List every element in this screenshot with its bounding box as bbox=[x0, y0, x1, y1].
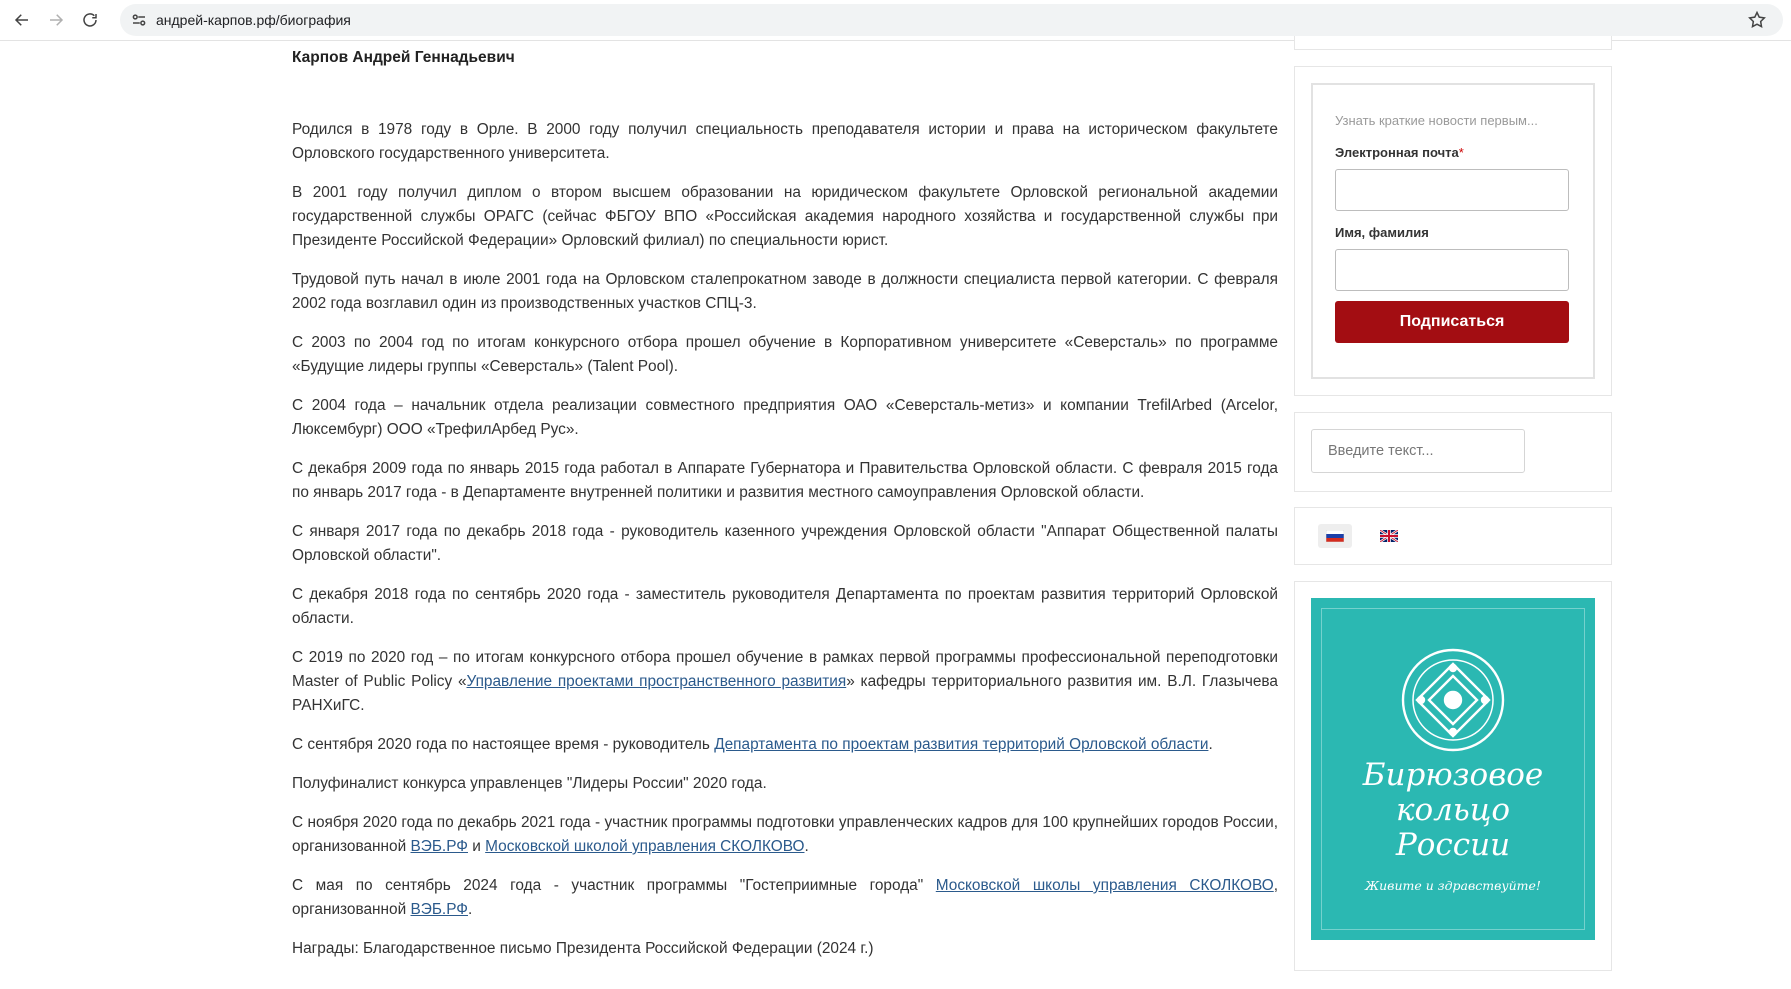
biography-text bbox=[292, 118, 1278, 961]
uk-flag-icon bbox=[1380, 530, 1398, 542]
banner-title-line1: Бирюзовое bbox=[1362, 757, 1544, 793]
bio-link[interactable]: ВЭБ.РФ bbox=[410, 901, 468, 918]
search-input[interactable]: Введите текст... bbox=[1311, 429, 1525, 473]
bio-paragraph: С января 2017 года по декабрь 2018 года - руководитель казенного учреждения Орловской области "Аппарат Общественной палаты Орловской области". bbox=[292, 523, 1278, 564]
bio-paragraph: С декабря 2009 года по январь 2015 года работал в Аппарате Губернатора и Правительства Орловской области. С февраля 2015 года по январь 2017 года - в Департаменте внутренней политики и развития местного самоуправления Орловской области. bbox=[292, 460, 1278, 501]
bio-paragraph: С сентября 2020 года по настоящее время - руководитель Департамента по проектам развития территорий Орловской области. bbox=[292, 736, 1213, 753]
bio-paragraph: С 2004 года – начальник отдела реализации совместного предприятия ОАО «Северсталь-метиз» и компании TrefilArbed (Arcelor, Люксембург) ООО «ТрефилАрбед Рус». bbox=[292, 397, 1278, 438]
banner-tagline: Живите и здравствуйте! bbox=[1365, 878, 1541, 893]
sidebar-widget-top bbox=[1294, 36, 1612, 50]
email-field[interactable] bbox=[1335, 169, 1569, 211]
url-text[interactable]: андрей-карпов.рф/биография bbox=[156, 12, 351, 28]
bookmark-star-icon[interactable] bbox=[1747, 10, 1767, 30]
name-label: Имя, фамилия bbox=[1335, 225, 1429, 240]
bio-paragraph: Родился в 1978 году в Орле. В 2000 году получил специальность преподавателя истории и права на историческом факультете Орловского государственного университета. bbox=[292, 121, 1278, 162]
ornament-emblem-icon bbox=[1399, 646, 1507, 754]
language-ru-button[interactable] bbox=[1318, 524, 1352, 548]
bio-paragraph: Полуфиналист конкурса управленцев "Лидеры России" 2020 года. bbox=[292, 775, 767, 792]
email-label: Электронная почта* bbox=[1335, 145, 1464, 160]
bio-link[interactable]: Управление проектами пространственного развития bbox=[466, 673, 847, 690]
forward-button[interactable] bbox=[44, 8, 68, 32]
bio-paragraph: С 2003 по 2004 год по итогам конкурсного отбора прошел обучение в Корпоративном университете «Северсталь» по программе «Будущие лидеры группы «Северсталь» (Talent Pool). bbox=[292, 334, 1278, 375]
bio-paragraph: С декабря 2018 года по сентябрь 2020 года - заместитель руководителя Департамента по проектам развития территорий Орловской области. bbox=[292, 586, 1278, 627]
site-settings-icon[interactable] bbox=[130, 11, 148, 29]
language-widget bbox=[1294, 507, 1612, 565]
banner-title-line3: России bbox=[1395, 827, 1511, 863]
search-widget bbox=[1294, 412, 1612, 492]
bio-link[interactable]: Департамента по проектам развития территорий Орловской области bbox=[714, 736, 1209, 753]
bio-link[interactable]: Московской школой управления СКОЛКОВО bbox=[485, 838, 805, 855]
browser-toolbar bbox=[0, 0, 1791, 41]
article-content bbox=[292, 46, 1278, 976]
arrow-right-icon bbox=[47, 11, 65, 29]
bio-paragraph: В 2001 году получил диплом о втором высшем образовании на юридическом факультете Орловской региональной академии государственной службы ОРАГС (сейчас ФБГОУ ВПО «Российская академия народного хозяйства и государственной службы при Президенте Российской Федерации» Орловский филиал) по специальности юрист. bbox=[292, 184, 1278, 249]
bio-paragraph: Трудовой путь начал в июле 2001 года на Орловском сталепрокатном заводе в должности специалиста первой категории. С февраля 2002 года возглавил один из производственных участков СПЦ-3. bbox=[292, 271, 1278, 312]
subscribe-button[interactable]: Подписаться bbox=[1335, 301, 1569, 343]
bio-paragraph: С 2019 по 2020 год – по итогам конкурсного отбора прошел обучение в рамках первой программы профессиональной переподготовки Master of Public Policy «Управление проектами пространственного развития» кафедры территориального развития им. В.Л. Глазычева РАНХиГС. bbox=[292, 649, 1278, 714]
language-en-button[interactable] bbox=[1372, 524, 1406, 548]
back-button[interactable] bbox=[10, 8, 34, 32]
banner-title-line2: кольцо bbox=[1395, 792, 1511, 828]
bio-paragraph: С мая по сентябрь 2024 года - участник программы "Гостеприимные города" Московской школы управления СКОЛКОВО, организованной ВЭБ.РФ. bbox=[292, 877, 1278, 918]
subscribe-hint: Узнать краткие новости первым... bbox=[1335, 113, 1538, 128]
reload-button[interactable] bbox=[78, 8, 102, 32]
subscribe-form bbox=[1311, 83, 1595, 379]
bio-paragraph: С ноября 2020 года по декабрь 2021 года - участник программы подготовки управленческих кадров для 100 крупнейших городов России, организованной ВЭБ.РФ и Московской школой управления СКОЛКОВО. bbox=[292, 814, 1278, 855]
address-bar[interactable] bbox=[120, 4, 1783, 36]
arrow-left-icon bbox=[13, 11, 31, 29]
page-title: Карпов Андрей Геннадьевич bbox=[292, 49, 515, 66]
name-field[interactable] bbox=[1335, 249, 1569, 291]
banner-widget bbox=[1294, 581, 1612, 971]
subscribe-widget bbox=[1294, 66, 1612, 396]
reload-icon bbox=[81, 11, 99, 29]
bio-link[interactable]: ВЭБ.РФ bbox=[410, 838, 468, 855]
turquoise-ring-banner[interactable] bbox=[1311, 598, 1595, 940]
bio-link[interactable]: Московской школы управления СКОЛКОВО bbox=[935, 877, 1274, 894]
russia-flag-icon bbox=[1326, 530, 1344, 542]
bio-paragraph: Награды: Благодарственное письмо Президента Российской Федерации (2024 г.) bbox=[292, 940, 874, 957]
